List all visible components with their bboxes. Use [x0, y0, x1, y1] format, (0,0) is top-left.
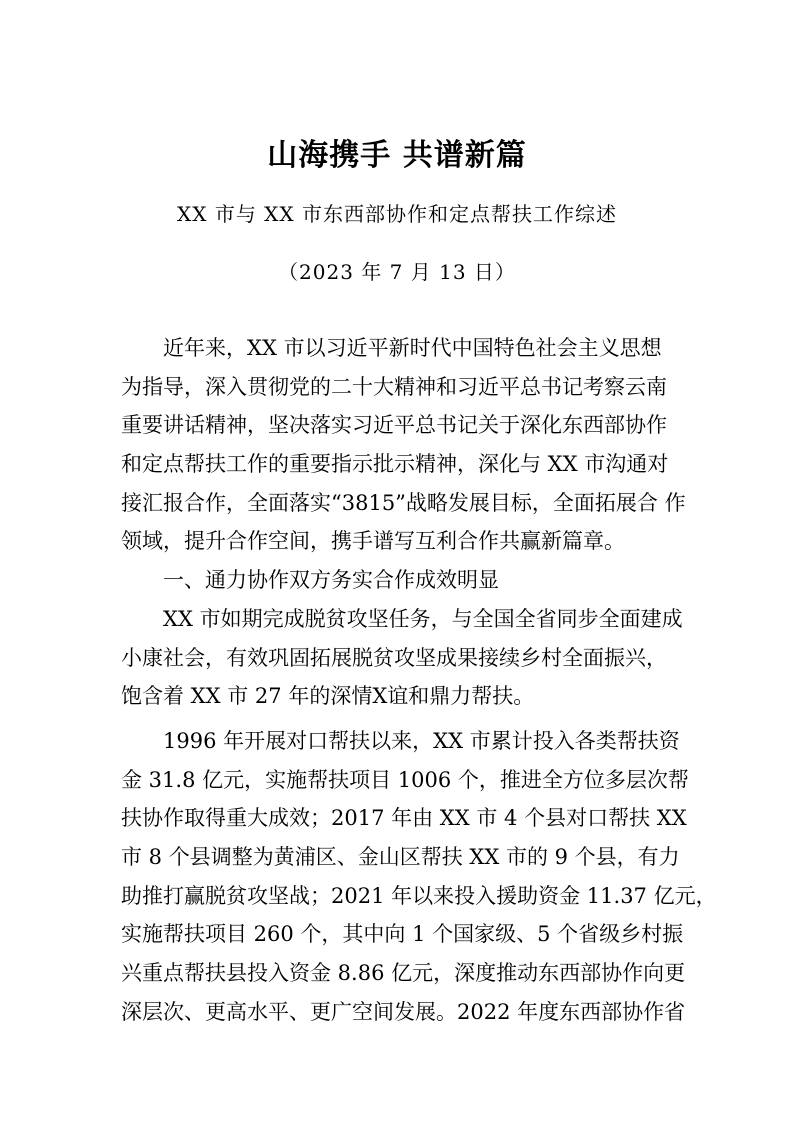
- text-line: 近年来，XX 市以习近平新时代中国特色社会主义思想: [163, 336, 662, 360]
- document-date: （2023 年 7 月 13 日）: [278, 260, 516, 284]
- text-line: 领域，提升合作空间，携手谱写互利合作共赢新篇章。: [121, 529, 625, 554]
- text-line: 市 8 个县调整为黄浦区、金山区帮扶 XX 市的 9 个县，有力: [121, 844, 680, 869]
- paragraph-summary: [121, 600, 683, 716]
- paragraph-intro: [121, 329, 686, 561]
- text-line: 金 31.8 亿元，实施帮扶项目 1006 个，推进全方位多层次帮: [121, 767, 689, 792]
- document-body: [121, 329, 717, 1031]
- text-line: 重要讲话精神，坚决落实习近平总书记关于深化东西部协作: [121, 413, 667, 438]
- section-heading: 一、通力协作双方务实合作成效明显: [163, 568, 499, 593]
- text-line: XX 市如期完成脱贫攻坚任务，与全国全省同步全面建成: [163, 606, 683, 631]
- text-line: 兴重点帮扶县投入资金 8.86 亿元，深度推动东西部协作向更: [121, 961, 686, 985]
- text-line: 饱含着 XX 市 27 年的深情X谊和鼎力帮扶。: [121, 684, 535, 709]
- text-line: 扶协作取得重大成效；2017 年由 XX 市 4 个县对口帮扶 XX: [121, 806, 687, 831]
- text-line: 和定点帮扶工作的重要指示批示精神，深化与 XX 市沟通对: [121, 452, 669, 477]
- text-line: 助推打赢脱贫攻坚战；2021 年以来投入援助资金 11.37 亿元，: [121, 883, 717, 908]
- text-line: 深层次、更高水平、更广空间发展。2022 年度东西部协作省: [121, 999, 686, 1024]
- text-line: 为指导，深入贯彻党的二十大精神和习近平总书记考察云南: [121, 374, 667, 399]
- document-title: 山海携手 共谱新篇: [267, 138, 527, 173]
- text-line: 小康社会，有效巩固拓展脱贫攻坚成果接续乡村全面振兴，: [121, 645, 667, 670]
- text-line: 1996 年开展对口帮扶以来，XX 市累计投入各类帮扶资: [163, 728, 680, 753]
- paragraph-history: [121, 722, 717, 1032]
- text-line: 实施帮扶项目 260 个，其中向 1 个国家级、5 个省级乡村振: [121, 922, 684, 947]
- text-line: 接汇报合作，全面落实“3815”战略发展目标，全面拓展合 作: [121, 490, 686, 515]
- document-subtitle: XX 市与 XX 市东西部协作和定点帮扶工作综述: [176, 202, 618, 226]
